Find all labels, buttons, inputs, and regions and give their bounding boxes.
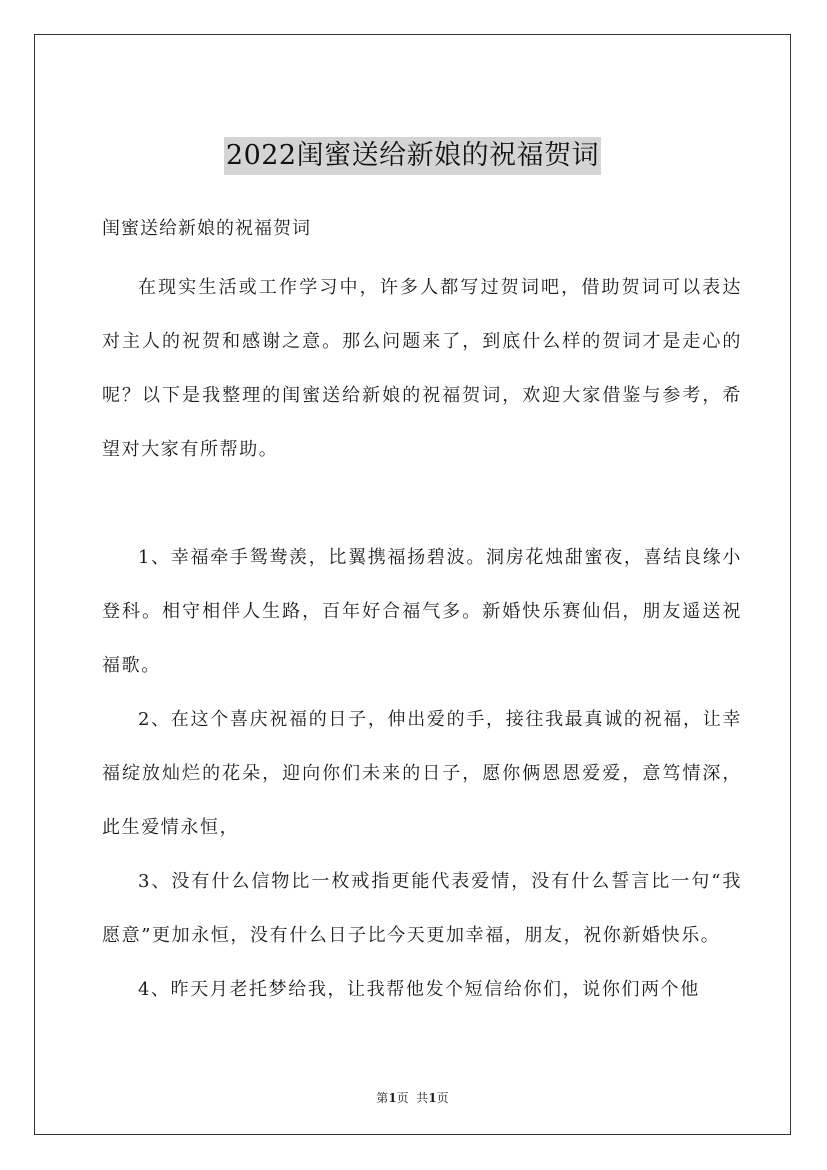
paragraph-spacer bbox=[102, 477, 742, 531]
blessing-item-1: 1、幸福牵手鸳鸯羡，比翼携福扬碧波。洞房花烛甜蜜夜，喜结良缘小登科。相守相伴人生路，百年好合福气多。新婚快乐赛仙侣，朋友遥送祝福歌。 bbox=[102, 547, 742, 676]
intro-paragraph: 在现实生活或工作学习中，许多人都写过贺词吧，借助贺词可以表达对主人的祝贺和感谢之意。那么问题来了，到底什么样的贺词才是走心的呢？以下是我整理的闺蜜送给新娘的祝福贺词，欢迎大家借鉴与参考，希望对大家有所帮助。 bbox=[102, 277, 742, 460]
footer-page-total: 1 bbox=[428, 1091, 437, 1105]
document-page bbox=[34, 34, 791, 1135]
footer-prefix: 第 bbox=[376, 1091, 389, 1105]
footer-suffix: 页 bbox=[436, 1091, 449, 1105]
blessing-item-2: 2、在这个喜庆祝福的日子，伸出爱的手，接往我最真诚的祝福，让幸福绽放灿烂的花朵，迎向你们未来的日子，愿你俩恩恩爱爱，意笃情深，此生爱情永恒， bbox=[102, 709, 742, 838]
document-subtitle: 闺蜜送给新娘的祝福贺词 bbox=[102, 218, 311, 239]
footer-page-current: 1 bbox=[388, 1091, 397, 1105]
document-title: 2022闺蜜送给新娘的祝福贺词 bbox=[224, 137, 601, 175]
title-container bbox=[35, 137, 790, 175]
footer-mid: 页 共 bbox=[396, 1091, 429, 1105]
blessing-item-4: 4、昨天月老托梦给我，让我帮他发个短信给你们，说你们两个他 bbox=[138, 979, 700, 1000]
blessing-item-3: 3、没有什么信物比一枚戒指更能代表爱情，没有什么誓言比一句“我愿意”更加永恒，没有什么日子比今天更加幸福，朋友，祝你新婚快乐。 bbox=[102, 871, 742, 946]
document-body bbox=[102, 207, 742, 1017]
page-footer bbox=[35, 1089, 790, 1106]
